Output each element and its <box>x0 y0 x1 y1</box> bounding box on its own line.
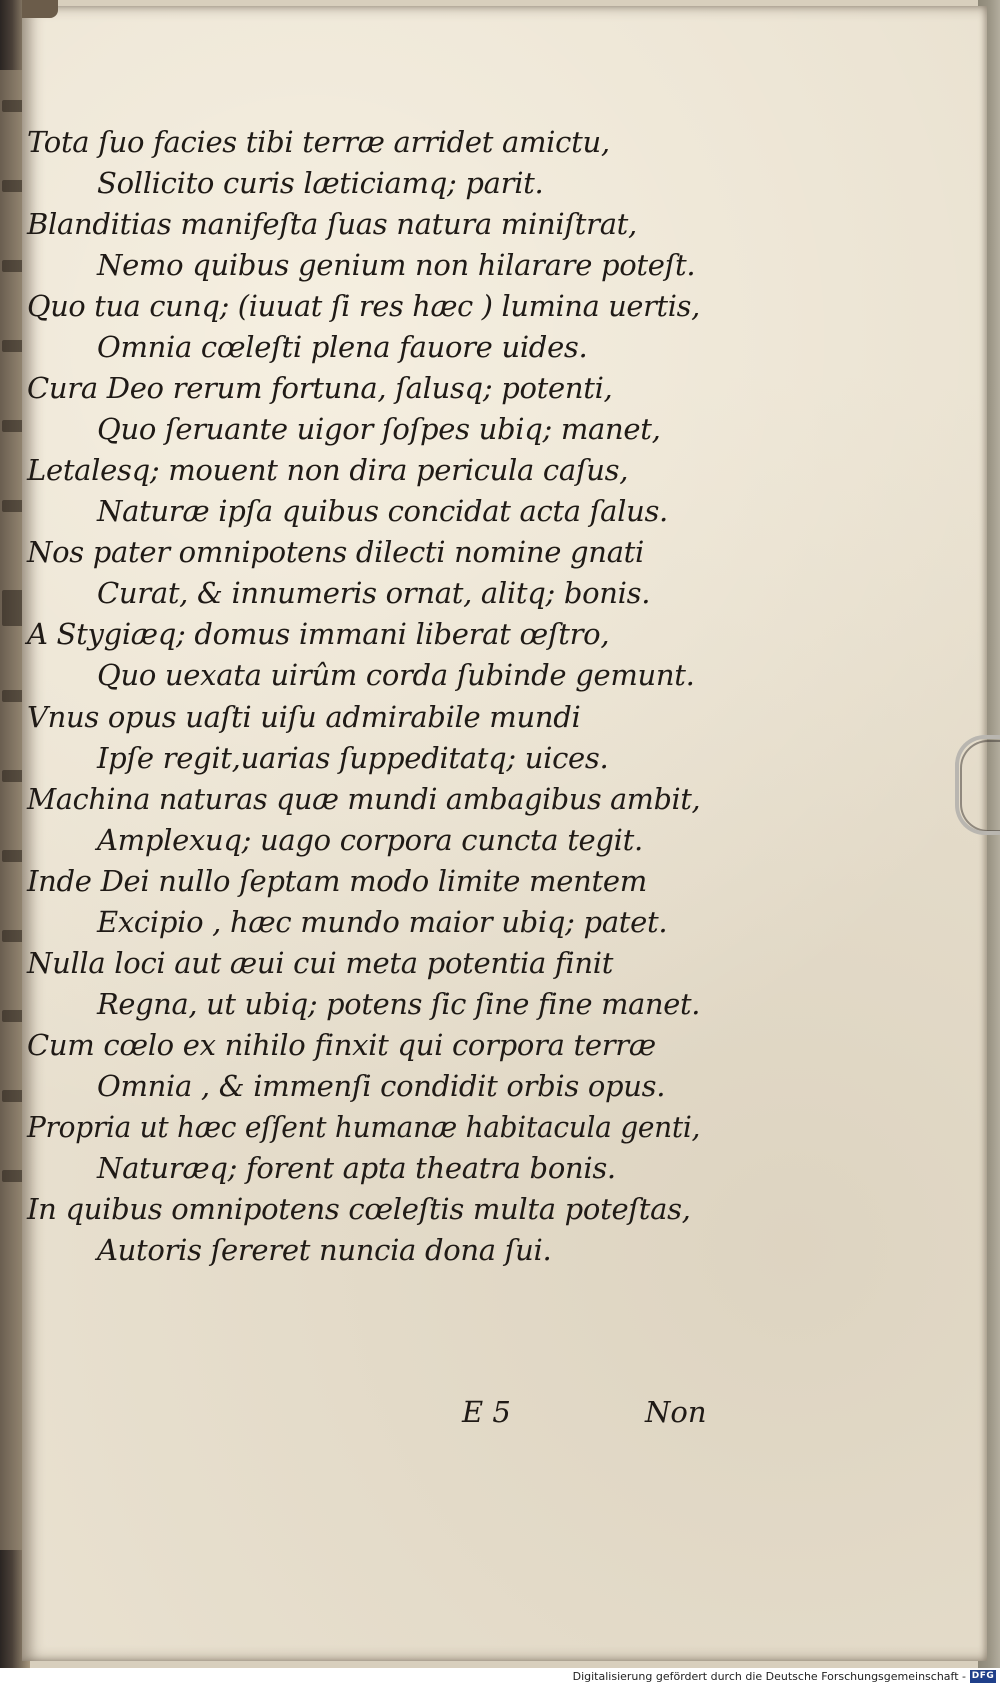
catchline <box>0 1392 1000 1432</box>
verse-line: Ipſe regit,uarias ſuppeditatq; uices. <box>97 741 609 775</box>
verse-line: Propria ut hæc eſſent humanæ habitacula genti, <box>27 1110 701 1144</box>
verse-line: Sollicito curis læticiamq; parit. <box>97 166 544 200</box>
verse-line: Naturæ ipſa quibus concidat acta ſalus. <box>97 494 668 528</box>
verse-line: Vnus opus uaſti uiſu admirabile mundi <box>27 700 581 734</box>
verse-line: Autoris ſereret nuncia dona ſui. <box>97 1233 552 1267</box>
verse-line: Tota ſuo facies tibi terræ arridet amictu, <box>27 125 610 159</box>
dfg-logo: DFG <box>971 1671 995 1681</box>
verse-line: Letalesq; mouent non dira pericula caſus, <box>27 453 629 487</box>
funding-credit: Digitalisierung gefördert durch die Deutsche Forschungsgemeinschaft - <box>572 1670 966 1683</box>
verse-line: Omnia , & immenſi condidit orbis opus. <box>97 1069 666 1103</box>
digitization-footer <box>0 1668 1000 1686</box>
verse-line: Regna, ut ubiq; potens ſic ſine fine manet. <box>97 987 701 1021</box>
verse-line: Naturæq; forent apta theatra bonis. <box>97 1151 616 1185</box>
verse-line: Blanditias manifeſta ſuas natura miniſtrat, <box>27 207 637 241</box>
verse-line: Omnia cœleſti plena fauore uides. <box>97 330 588 364</box>
verse-line: Cum cœlo ex nihilo finxit qui corpora terræ <box>27 1028 656 1062</box>
verse-line: Quo uexata uirûm corda ſubinde gemunt. <box>97 658 695 692</box>
verse-line: A Stygiæq; domus immani liberat œſtro, <box>27 617 610 651</box>
verse-line: Nos pater omnipotens dilecti nomine gnati <box>27 535 645 569</box>
verse-line: Inde Dei nullo ſeptam modo limite mentem <box>27 864 647 898</box>
verse-line: Curat, & innumeris ornat, alitq; bonis. <box>97 576 651 610</box>
verse-line: In quibus omnipotens cœleſtis multa poteſtas, <box>27 1192 691 1226</box>
verse-line: Quo tua cunq; (iuuat ſi res hæc ) lumina uertis, <box>27 289 700 323</box>
verse-line: Machina naturas quæ mundi ambagibus ambit, <box>27 782 701 816</box>
catchword: Non <box>645 1395 707 1429</box>
verse-line: Amplexuq; uago corpora cuncta tegit. <box>97 823 643 857</box>
verse-line: Excipio , hæc mundo maior ubiq; patet. <box>97 905 668 939</box>
verse-line: Nemo quibus genium non hilarare poteſt. <box>97 248 696 282</box>
verse-line: Nulla loci aut æui cui meta potentia finit <box>27 946 614 980</box>
verse-line: Quo ſeruante uigor ſoſpes ubiq; manet, <box>97 412 661 446</box>
signature-mark: E 5 <box>462 1395 511 1429</box>
verse-line: Cura Deo rerum fortuna, ſalusq; potenti, <box>27 371 613 405</box>
